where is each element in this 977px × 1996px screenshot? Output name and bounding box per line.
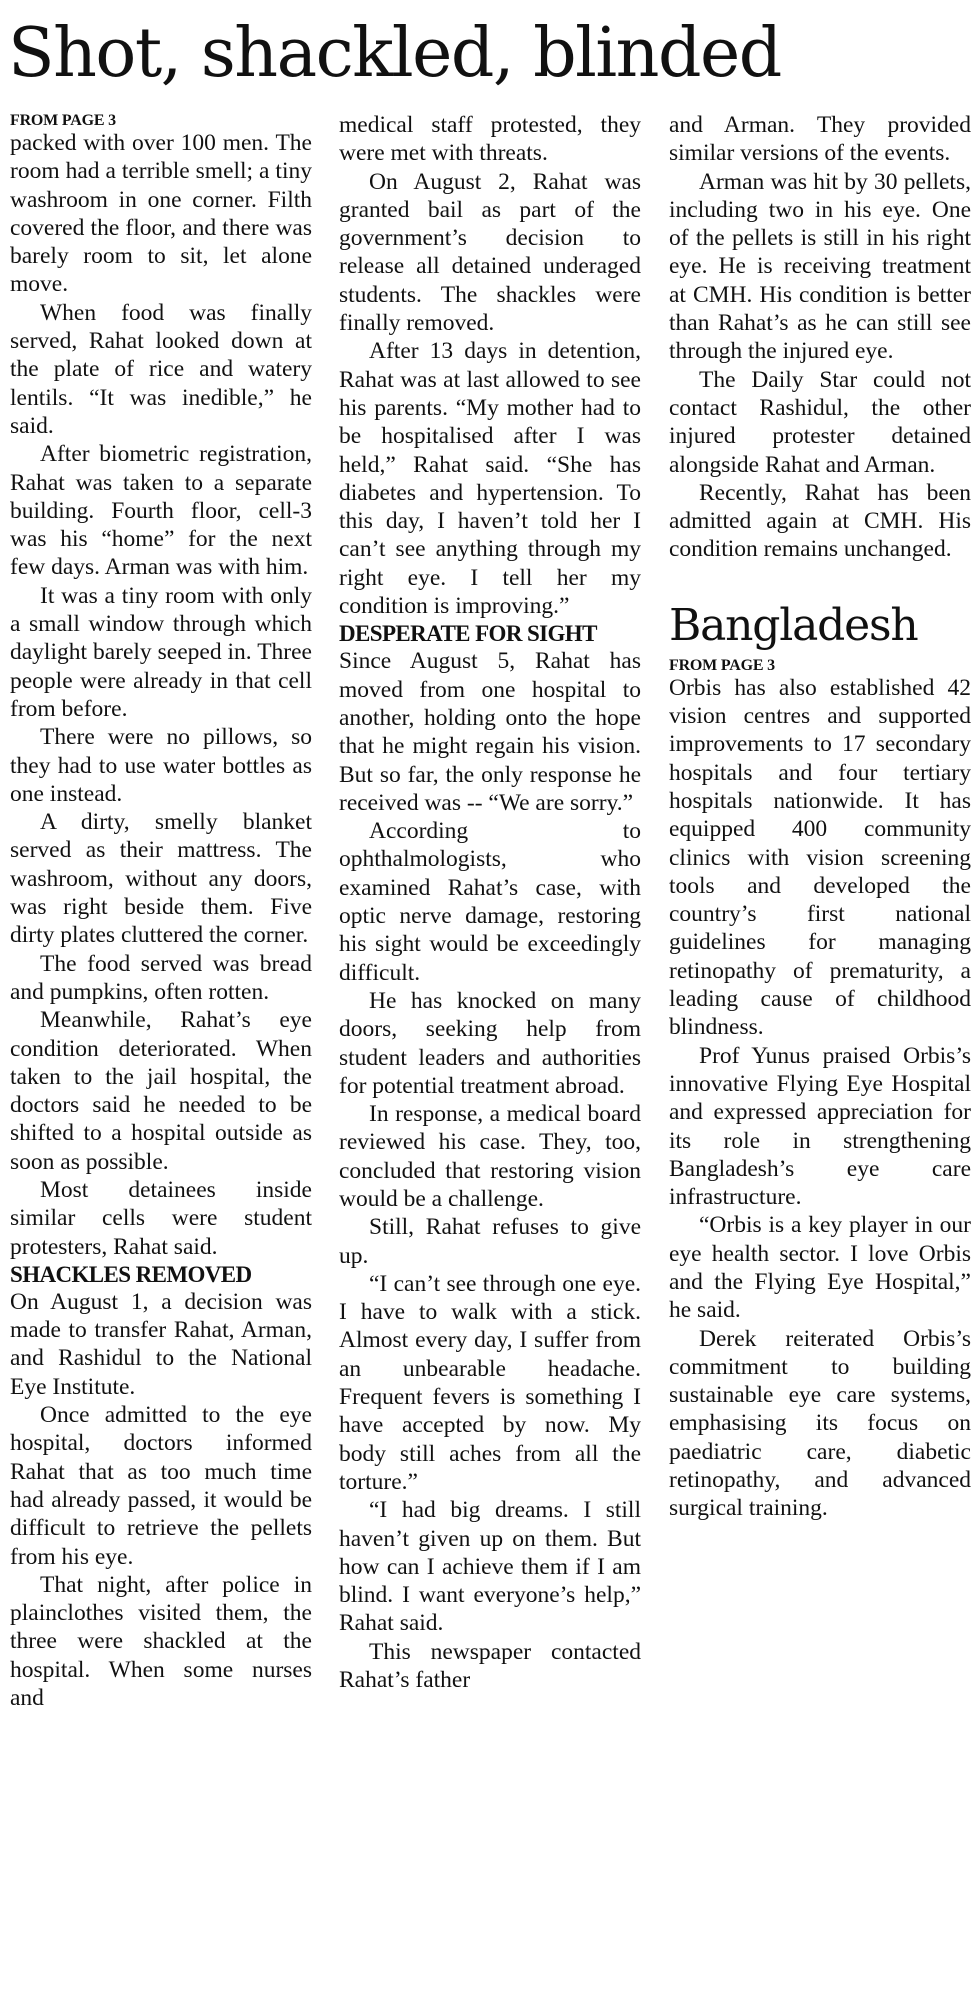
paragraph: The Daily Star could not contact Rashidul, the other injured protester detained alongside Rahat and Arman.: [669, 366, 971, 478]
paragraph: Recently, Rahat has been admitted again at CMH. His condition remains unchanged.: [669, 479, 971, 563]
paragraph: packed with over 100 men. The room had a terrible smell; a tiny washroom in one corner. Filth covered the floor, and there was barely room to sit, let alone move.: [10, 130, 312, 298]
article-column-2: [339, 111, 641, 1694]
paragraph: In response, a medical board reviewed his case. They, too, concluded that restoring vision would be a challenge.: [339, 1101, 641, 1212]
paragraph: medical staff protested, they were met with threats.: [339, 112, 641, 167]
paragraph: That night, after police in plainclothes visited them, the three were shackled at the hospital. When some nurses and: [10, 1571, 312, 1712]
paragraph: Prof Yunus praised Orbis’s innovative Flying Eye Hospital and expressed appreciation for its role in strengthening Bangladesh’s eye care infrastructure.: [669, 1042, 971, 1211]
paragraph: Once admitted to the eye hospital, doctors informed Rahat that as too much time had already passed, it would be difficult to retrieve the pellets from his eye.: [10, 1402, 312, 1570]
article-column-3: [669, 111, 971, 1523]
paragraph: The food served was bread and pumpkins, often rotten.: [10, 950, 312, 1005]
paragraph: and Arman. They provided similar versions of the events.: [669, 112, 971, 167]
paragraph: Derek reiterated Orbis’s commitment to building sustainable eye care systems, emphasising its focus on paediatric care, diabetic retinopathy, and advanced surgical training.: [669, 1325, 971, 1522]
paragraph: “Orbis is a key player in our eye health sector. I love Orbis and the Flying Eye Hospital,” he said.: [669, 1212, 971, 1324]
paragraph: Still, Rahat refuses to give up.: [339, 1214, 641, 1269]
section-subhead: SHACKLES REMOVED: [10, 1261, 252, 1287]
paragraph: Meanwhile, Rahat’s eye condition deteriorated. When taken to the jail hospital, the doctors said he needed to be shifted to a hospital outside as soon as possible.: [10, 1007, 312, 1175]
paragraph: After 13 days in detention, Rahat was at last allowed to see his parents. “My mother had to be hospitalised after I was held,” Rahat said. “She has diabetes and hypertension. To this day, I haven’t told her I can’t see anything through my right eye. I tell her my condition is improving.”: [339, 338, 641, 620]
article-headline: Shot, shackled, blinded: [8, 14, 781, 93]
continued-from-label: FROM PAGE 3: [669, 656, 775, 674]
paragraph: Since August 5, Rahat has moved from one hospital to another, holding onto the hope that he might regain his vision. But so far, the only response he received was -- “We are sorry.”: [339, 648, 641, 816]
article-column-1: [10, 111, 312, 1712]
paragraph: Most detainees inside similar cells were student protesters, Rahat said.: [10, 1176, 312, 1260]
paragraph: On August 1, a decision was made to transfer Rahat, Arman, and Rashidul to the National Eye Institute.: [10, 1288, 312, 1400]
continued-from-label: FROM PAGE 3: [10, 112, 116, 129]
paragraph: This newspaper contacted Rahat’s father: [339, 1638, 641, 1694]
paragraph: Orbis has also established 42 vision centres and supported improvements to 17 secondary hospitals and four tertiary hospitals nationwide. It has equipped 400 community clinics with vision screening tools and developed the country’s first national guidelines for managing retinopathy of prematurity, a leading cause of childhood blindness.: [669, 674, 971, 1041]
paragraph: When food was finally served, Rahat looked down at the plate of rice and watery lentils. “It was inedible,” he said.: [10, 299, 312, 439]
paragraph: There were no pillows, so they had to use water bottles as one instead.: [10, 724, 312, 807]
paragraph: According to ophthalmologists, who examined Rahat’s case, with optic nerve damage, restoring his sight would be exceedingly difficult.: [339, 818, 641, 986]
paragraph: “I had big dreams. I still haven’t given up on them. But how can I achieve them if I am blind. I want everyone’s help,” Rahat said.: [339, 1497, 641, 1637]
paragraph: “I can’t see through one eye. I have to walk with a stick. Almost every day, I suffer from an unbearable headache. Frequent fevers is something I have accepted by now. My body still aches from all the torture.”: [339, 1270, 641, 1495]
paragraph: A dirty, smelly blanket served as their mattress. The washroom, without any doors, was right beside them. Five dirty plates cluttered the corner.: [10, 809, 312, 949]
paragraph: It was a tiny room with only a small window through which daylight barely seeped in. Three people were already in that cell from before.: [10, 582, 312, 722]
paragraph: Arman was hit by 30 pellets, including two in his eye. One of the pellets is still in his right eye. He is receiving treatment at CMH. His condition is better than Rahat’s as he can still see through the injured eye.: [669, 168, 971, 365]
paragraph: After biometric registration, Rahat was taken to a separate building. Fourth floor, cell-3 was his “home” for the next few days. Arman was with him.: [10, 441, 312, 581]
paragraph: He has knocked on many doors, seeking help from student leaders and authorities for potential treatment abroad.: [339, 987, 641, 1099]
section-subhead: DESPERATE FOR SIGHT: [339, 621, 597, 647]
second-article-headline: Bangladesh: [669, 599, 918, 651]
paragraph: On August 2, Rahat was granted bail as part of the government’s decision to release all detained underaged students. The shackles were finally removed.: [339, 168, 641, 337]
